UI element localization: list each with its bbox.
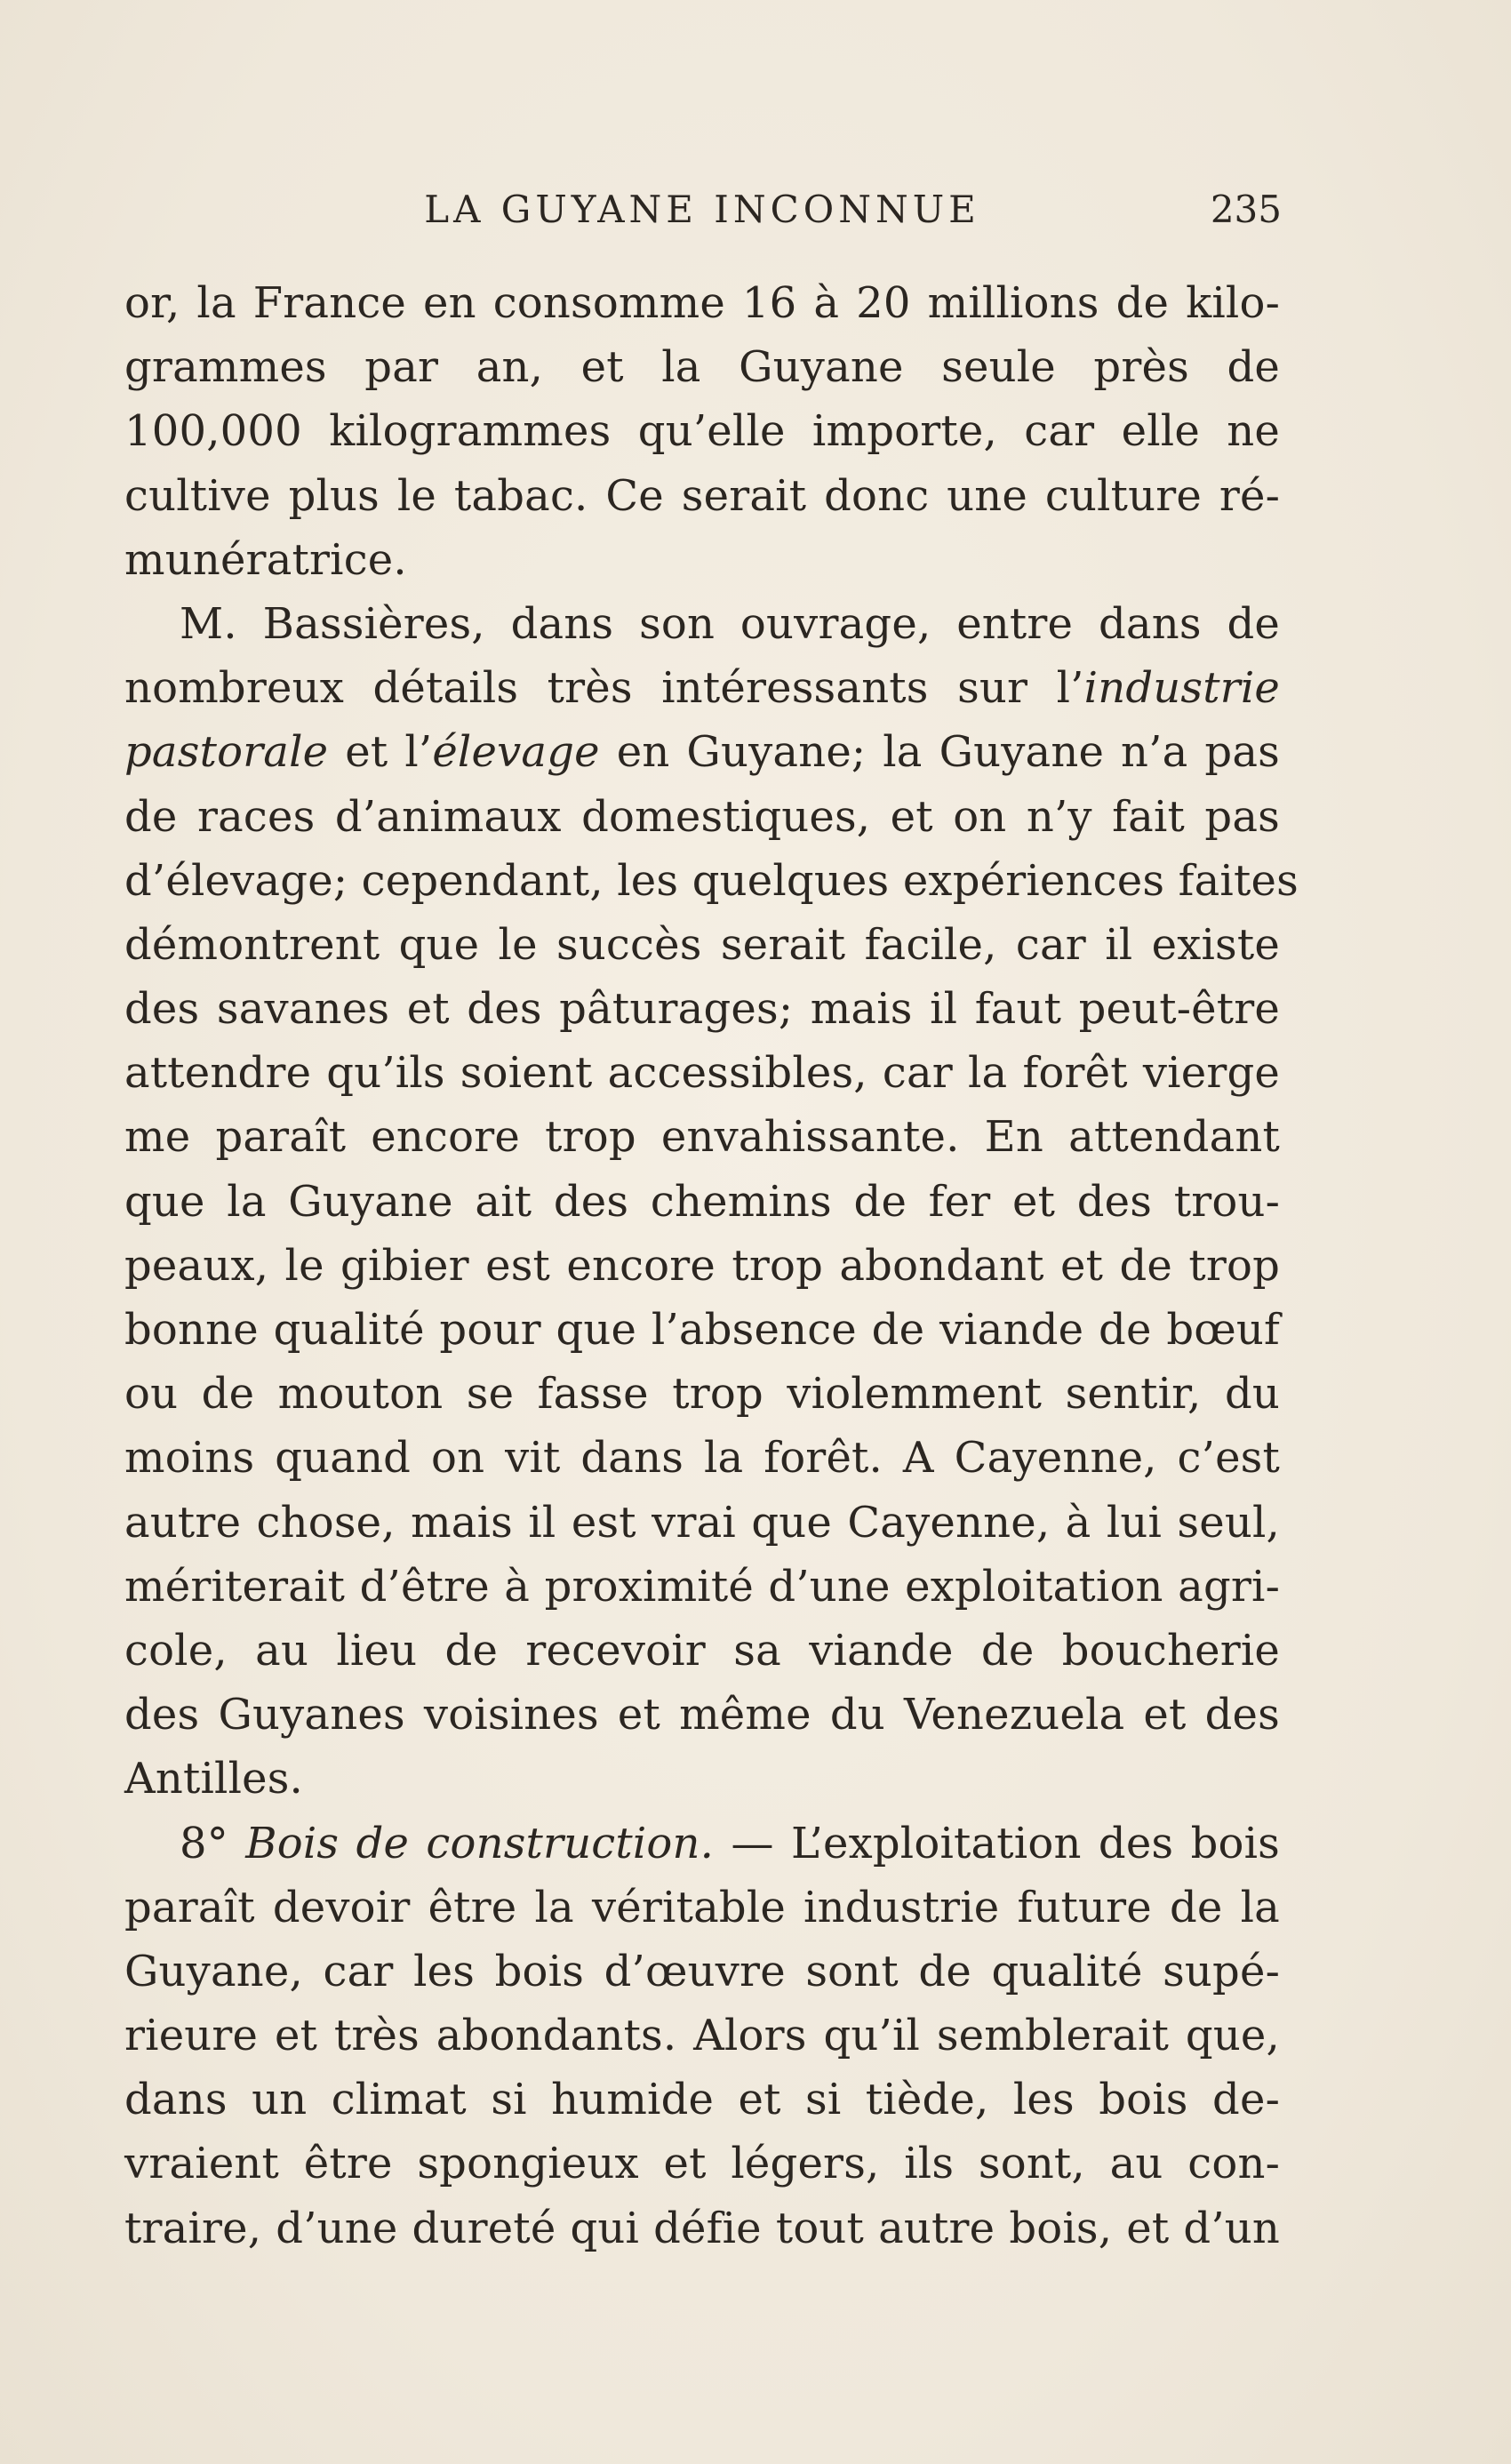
text-line: des savanes et des pâturages; mais il faut peut-être <box>124 984 1280 1035</box>
page-number: 235 <box>1210 188 1282 231</box>
text-line: vraient être spongieux et légers, ils sont, au con- <box>124 2139 1280 2189</box>
text-line: rieure et très abondants. Alors qu’il semblerait que, <box>124 2011 1280 2061</box>
section-heading: Bois de construction. <box>245 1818 715 1868</box>
text-run: en Guyane; la Guyane n’a pas <box>599 727 1280 778</box>
text-line <box>124 720 1280 784</box>
italic-term: industrie <box>1083 663 1280 714</box>
text-line: me paraît encore trop envahissante. En attendant <box>124 1112 1280 1163</box>
text-run: nombreux détails très intéressants sur l’ <box>124 663 1084 714</box>
text-line: bonne qualité pour que l’absence de viande de bœuf <box>124 1305 1280 1355</box>
text-line: Antilles. <box>124 1754 304 1804</box>
text-line: dans un climat si humide et si tiède, les bois de- <box>124 2075 1280 2125</box>
text-line: ou de mouton se fasse trop violemment sentir, du <box>124 1369 1280 1420</box>
text-line: peaux, le gibier est encore trop abondant et de trop <box>124 1240 1280 1291</box>
running-title: LA GUYANE INCONNUE <box>424 188 980 231</box>
text-line: démontrent que le succès serait facile, car il existe <box>124 919 1280 970</box>
body-text <box>124 271 1299 2260</box>
text-line: d’élevage; cependant, les quelques expériences faites <box>124 855 1299 906</box>
text-line: 100,000 kilogrammes qu’elle importe, car elle ne <box>124 406 1280 457</box>
text-line: paraît devoir être la véritable industrie future de la <box>124 1882 1280 1932</box>
text-line: moins quand on vit dans la forêt. A Cayenne, c’est <box>124 1433 1280 1484</box>
text-line: or, la France en consomme 16 à 20 millions de kilo- <box>124 278 1280 328</box>
text-line: munératrice. <box>124 534 407 585</box>
running-head <box>124 183 1280 236</box>
text-line: que la Guyane ait des chemins de fer et des trou- <box>124 1176 1280 1227</box>
text-line: cole, au lieu de recevoir sa viande de boucherie <box>124 1625 1280 1676</box>
text-line: autre chose, mais il est vrai que Cayenne, à lui seul, <box>124 1497 1280 1548</box>
italic-term: pastorale <box>124 727 329 778</box>
text-line: des Guyanes voisines et même du Venezuela et des <box>124 1690 1280 1740</box>
text-line: mériterait d’être à proximité d’une exploitation agri- <box>124 1561 1280 1612</box>
text-line: Guyane, car les bois d’œuvre sont de qualité supé- <box>124 1946 1280 1996</box>
paragraph-start-line <box>124 1812 1280 1876</box>
italic-term: élevage <box>432 727 600 778</box>
text-line <box>124 656 1280 720</box>
text-line: cultive plus le tabac. Ce serait donc une culture ré- <box>124 470 1280 521</box>
text-run: — L’exploitation des bois <box>714 1818 1280 1868</box>
text-line: de races d’animaux domestiques, et on n’y fait pas <box>124 791 1280 842</box>
text-line: grammes par an, et la Guyane seule près de <box>124 342 1280 393</box>
text-line: traire, d’une dureté qui défie tout autre bois, et d’un <box>124 2203 1280 2253</box>
paragraph-start-line: M. Bassières, dans son ouvrage, entre dans de <box>180 598 1280 649</box>
text-run: et l’ <box>328 727 433 778</box>
text-line: attendre qu’ils soient accessibles, car la forêt vierge <box>124 1048 1280 1099</box>
text-run: 8° <box>180 1818 246 1868</box>
